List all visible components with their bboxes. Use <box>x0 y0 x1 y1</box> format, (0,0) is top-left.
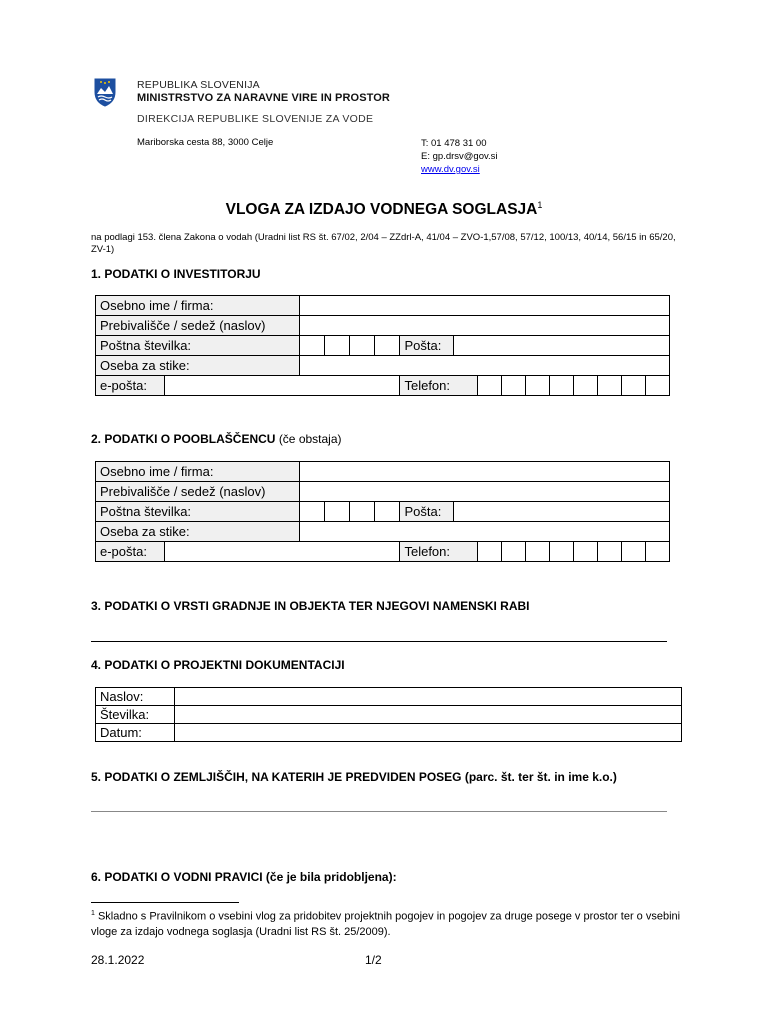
investor-phone-digit-1[interactable] <box>477 376 501 396</box>
section3-answer-line[interactable] <box>91 641 667 642</box>
project-doc-title-label: Naslov: <box>96 688 175 706</box>
representative-contact-label: Oseba za stike: <box>96 522 300 542</box>
representative-email-field[interactable] <box>165 542 400 562</box>
project-doc-title-field[interactable] <box>174 688 681 706</box>
representative-phone-digit-8[interactable] <box>645 542 669 562</box>
project-doc-date-label: Datum: <box>96 724 175 742</box>
header-country: REPUBLIKA SLOVENIJA <box>137 79 260 91</box>
representative-email-label: e-pošta: <box>96 542 165 562</box>
section5-heading: 5. PODATKI O ZEMLJIŠČIH, NA KATERIH JE PREDVIDEN POSEG (parc. št. ter št. in ime k.o.) <box>91 770 617 784</box>
representative-post-field[interactable] <box>453 502 669 522</box>
investor-postal-digit-2[interactable] <box>325 336 350 356</box>
representative-residence-field[interactable] <box>300 482 670 502</box>
footnote-marker: 1 <box>91 910 95 917</box>
header-ministry: MINISTRSTVO ZA NARAVNE VIRE IN PROSTOR <box>137 92 390 104</box>
representative-phone-digit-6[interactable] <box>597 542 621 562</box>
header-directorate: DIREKCIJA REPUBLIKE SLOVENIJE ZA VODE <box>137 113 374 125</box>
section2-heading-note: (če obstaja) <box>278 432 342 446</box>
investor-name-field[interactable] <box>300 296 670 316</box>
investor-contact-label: Oseba za stike: <box>96 356 300 376</box>
investor-postal-digit-1[interactable] <box>300 336 325 356</box>
representative-phone-digit-7[interactable] <box>621 542 645 562</box>
project-doc-number-label: Številka: <box>96 706 175 724</box>
header-phone: T: 01 478 31 00 <box>421 138 487 149</box>
representative-residence-label: Prebivališče / sedež (naslov) <box>96 482 300 502</box>
investor-email-field[interactable] <box>165 376 400 396</box>
section4-heading: 4. PODATKI O PROJEKTNI DOKUMENTACIJI <box>91 658 345 672</box>
investor-post-field[interactable] <box>453 336 669 356</box>
representative-name-field[interactable] <box>300 462 670 482</box>
investor-phone-digit-8[interactable] <box>645 376 669 396</box>
investor-residence-field[interactable] <box>300 316 670 336</box>
header-email: E: gp.drsv@gov.si <box>421 151 498 162</box>
investor-phone-digit-6[interactable] <box>597 376 621 396</box>
section1-heading: 1. PODATKI O INVESTITORJU <box>91 267 261 281</box>
representative-phone-digit-4[interactable] <box>549 542 573 562</box>
representative-phone-digit-2[interactable] <box>501 542 525 562</box>
investor-email-label: e-pošta: <box>96 376 165 396</box>
representative-postal-digit-2[interactable] <box>325 502 350 522</box>
header-contact <box>421 137 498 176</box>
document-title: VLOGA ZA IZDAJO VODNEGA SOGLASJA$^1$ <box>225 200 543 219</box>
investor-contact-field[interactable] <box>300 356 670 376</box>
footer-page-number: 1/2 <box>365 953 382 967</box>
representative-postal-digit-1[interactable] <box>300 502 325 522</box>
section2-heading: 2. PODATKI O POOBLAŠČENCU (če obstaja) <box>91 432 342 446</box>
footnote-separator <box>91 902 239 903</box>
investor-phone-digit-4[interactable] <box>549 376 573 396</box>
footer-date: 28.1.2022 <box>91 953 145 967</box>
representative-name-label: Osebno ime / firma: <box>96 462 300 482</box>
representative-contact-field[interactable] <box>300 522 670 542</box>
header-address: Mariborska cesta 88, 3000 Celje <box>137 137 274 148</box>
section6-heading: 6. PODATKI O VODNI PRAVICI (če je bila pridobljena): <box>91 870 397 884</box>
representative-postal-digit-3[interactable] <box>350 502 375 522</box>
footnote <box>91 906 691 940</box>
legal-basis: na podlagi 153. člena Zakona o vodah (Uradni list RS št. 67/02, 2/04 – ZZdrl-A, 41/04 – ZVO-1,57/08, 57/12, 100/13, 40/14, 56/15 in 65/20, ZV-1) <box>91 232 676 255</box>
representative-phone-digit-3[interactable] <box>525 542 549 562</box>
investor-phone-digit-7[interactable] <box>621 376 645 396</box>
investor-phone-digit-3[interactable] <box>525 376 549 396</box>
representative-postal-digit-4[interactable] <box>375 502 400 522</box>
title-footnote-marker: 1 <box>537 200 543 210</box>
section3-heading: 3. PODATKI O VRSTI GRADNJE IN OBJEKTA TER NJEGOVI NAMENSKI RABI <box>91 599 530 613</box>
project-doc-table <box>95 687 682 742</box>
investor-name-label: Osebno ime / firma: <box>96 296 300 316</box>
investor-phone-digit-5[interactable] <box>573 376 597 396</box>
representative-phone-label: Telefon: <box>400 542 477 562</box>
representative-post-label: Pošta: <box>400 502 453 522</box>
investor-post-label: Pošta: <box>400 336 453 356</box>
investor-phone-digit-2[interactable] <box>501 376 525 396</box>
investor-residence-label: Prebivališče / sedež (naslov) <box>96 316 300 336</box>
investor-phone-label: Telefon: <box>400 376 477 396</box>
representative-table <box>95 461 670 562</box>
representative-phone-digit-1[interactable] <box>477 542 501 562</box>
project-doc-date-field[interactable] <box>174 724 681 742</box>
footnote-text: Skladno s Pravilnikom o vsebini vlog za pridobitev projektnih pogojev in pogojev za druge posege v prostor ter o vsebini vloge za izdajo vodnega soglasja (Uradni list RS št. 25/2009). <box>91 910 681 938</box>
representative-phone-digit-5[interactable] <box>573 542 597 562</box>
representative-postal-code-label: Poštna številka: <box>96 502 300 522</box>
investor-postal-code-label: Poštna številka: <box>96 336 300 356</box>
investor-postal-digit-4[interactable] <box>375 336 400 356</box>
project-doc-number-field[interactable] <box>174 706 681 724</box>
investor-table <box>95 295 670 396</box>
coat-of-arms-icon <box>93 77 117 107</box>
section5-answer-line[interactable] <box>91 811 667 812</box>
header-website-link[interactable]: www.dv.gov.si <box>421 164 480 175</box>
investor-postal-digit-3[interactable] <box>350 336 375 356</box>
